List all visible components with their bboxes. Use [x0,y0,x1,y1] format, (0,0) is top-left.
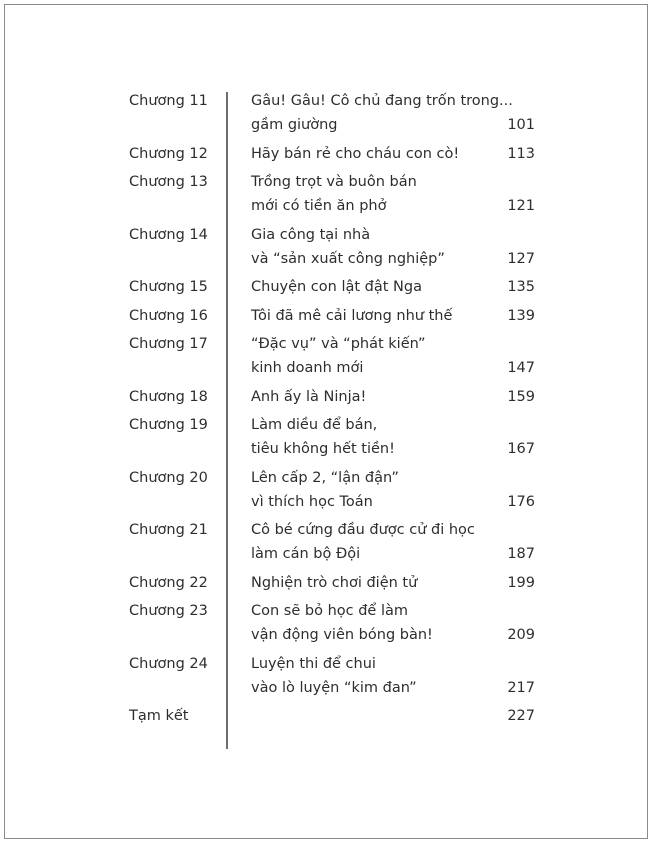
toc-entry[interactable] [129,304,535,328]
page-number: 227 [507,708,535,724]
title-text: gầm giường [251,117,338,133]
title-text: Luyện thi để chui [251,655,376,672]
chapter-label: Chương 13 [129,174,208,190]
chapter-title [251,466,535,514]
page-number: 167 [507,441,535,457]
chapter-label: Chương 15 [129,279,208,295]
title-text: “Đặc vụ” và “phát kiến” [251,336,426,352]
chapter-label: Chương 14 [129,226,208,243]
title-text: kinh doanh mới [251,360,364,376]
title-line [251,704,535,728]
toc-entry[interactable] [129,275,535,299]
chapter-label: Chương 20 [129,469,208,486]
chapter-title [251,332,535,380]
title-line [251,332,535,356]
page-number: 139 [507,307,535,324]
title-line [251,275,535,299]
chapter-title [251,385,535,409]
title-text: Làm diều để bán, [251,417,378,433]
title-text: mới có tiền ăn phở [251,198,387,214]
title-line [251,223,535,247]
toc-entry[interactable] [129,332,535,380]
title-text: Lên cấp 2, “lận đận” [251,469,399,486]
page-number: 147 [507,360,535,376]
page-number: 127 [507,250,535,267]
title-text: vào lò luyện “kim đan” [251,679,417,696]
chapter-title [251,170,535,218]
title-text: Con sẽ bỏ học để làm [251,603,408,619]
chapter-title [251,275,535,299]
page-number: 159 [507,388,535,405]
toc-entry[interactable] [129,518,535,566]
chapter-title [251,599,535,647]
title-line [251,89,535,113]
chapter-title [251,142,535,166]
chapter-label: Chương 24 [129,655,208,672]
chapter-title [251,89,535,137]
chapter-title [251,413,535,461]
page-number: 101 [507,117,535,133]
title-text: làm cán bộ Đội [251,546,361,562]
chapter-title [251,571,535,595]
title-line [251,304,535,328]
chapter-label: Chương 17 [129,336,208,352]
chapter-label: Tạm kết [129,708,189,724]
title-line [251,466,535,490]
chapter-title [251,223,535,271]
title-line [251,113,535,137]
table-of-contents [129,89,535,733]
title-text: vận động viên bóng bàn! [251,627,433,643]
title-text: Hãy bán rẻ cho cháu con cò! [251,145,460,162]
title-text: Gia công tại nhà [251,226,371,243]
toc-entry[interactable] [129,89,535,137]
toc-entry[interactable] [129,466,535,514]
document-page [4,4,648,839]
title-text: tiêu không hết tiền! [251,441,395,457]
title-line [251,385,535,409]
title-line [251,142,535,166]
page-number: 187 [507,546,535,562]
title-text: Anh ấy là Ninja! [251,388,367,405]
page-number: 209 [507,627,535,643]
title-text: Cô bé cứng đầu được cử đi học [251,522,475,538]
chapter-label: Chương 19 [129,417,208,433]
page-number: 135 [507,279,535,295]
title-text: Trồng trọt và buôn bán [251,174,417,190]
chapter-title [251,704,535,728]
title-line [251,247,535,271]
chapter-label: Chương 21 [129,522,208,538]
page-number: 199 [507,574,535,591]
chapter-label: Chương 22 [129,574,208,591]
title-text: và “sản xuất công nghiệp” [251,250,445,267]
chapter-label: Chương 23 [129,603,208,619]
title-line [251,490,535,514]
toc-entry[interactable] [129,142,535,166]
title-line [251,652,535,676]
toc-entry[interactable] [129,599,535,647]
title-line [251,599,535,623]
title-text: Nghiện trò chơi điện tử [251,574,418,591]
title-line [251,194,535,218]
toc-entry[interactable] [129,704,535,728]
title-line [251,518,535,542]
title-line [251,356,535,380]
chapter-label: Chương 16 [129,307,208,324]
title-line [251,437,535,461]
page-number: 217 [507,679,535,696]
toc-entry[interactable] [129,652,535,700]
toc-entry[interactable] [129,571,535,595]
toc-entry[interactable] [129,413,535,461]
title-text: Gâu! Gâu! Cô chủ đang trốn trong... [251,93,513,109]
toc-entry[interactable] [129,385,535,409]
chapter-label: Chương 18 [129,388,208,405]
title-line [251,623,535,647]
toc-entry[interactable] [129,223,535,271]
title-line [251,542,535,566]
title-text: vì thích học Toán [251,493,373,510]
chapter-label: Chương 11 [129,93,208,109]
chapter-label: Chương 12 [129,145,208,162]
title-line [251,676,535,700]
toc-entry[interactable] [129,170,535,218]
title-line [251,170,535,194]
page-number: 121 [507,198,535,214]
page-number: 113 [507,145,535,162]
chapter-title [251,304,535,328]
title-line [251,571,535,595]
title-text: Tôi đã mê cải lương như thế [251,307,453,324]
page-number: 176 [507,493,535,510]
title-text: Chuyện con lật đật Nga [251,279,422,295]
chapter-title [251,518,535,566]
title-line [251,413,535,437]
chapter-title [251,652,535,700]
